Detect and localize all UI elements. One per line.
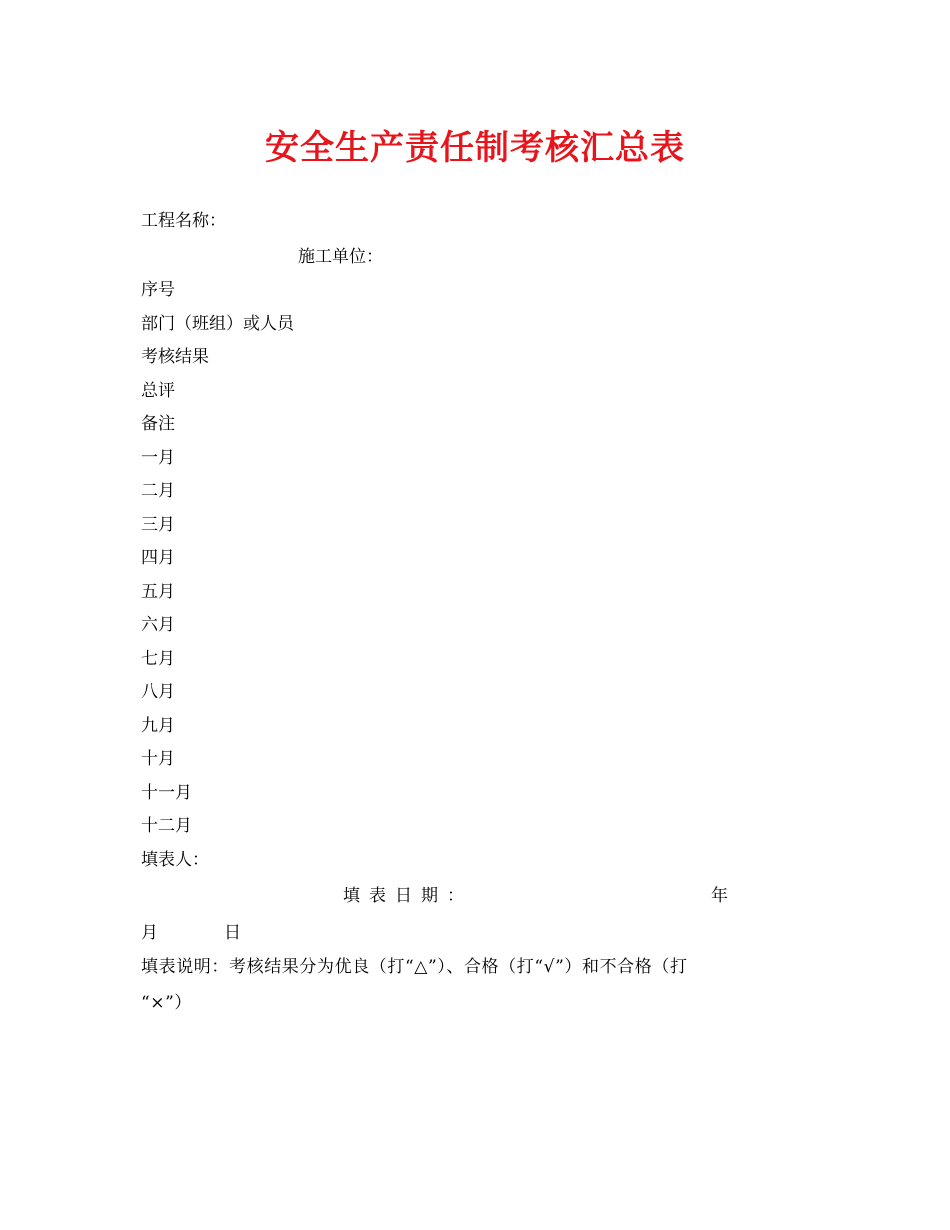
column-overall: 总评 (141, 381, 175, 401)
column-remark: 备注 (141, 414, 175, 434)
column-department: 部门（班组）或人员 (141, 314, 294, 334)
day-label: 日 (224, 923, 241, 943)
month-item: 六月 (141, 615, 175, 635)
month-item: 七月 (141, 649, 175, 669)
month-item: 十月 (141, 749, 175, 769)
column-serial: 序号 (141, 280, 175, 300)
month-item: 五月 (141, 582, 175, 602)
year-label: 年 (711, 886, 728, 906)
document-title: 安全生产责任制考核汇总表 (265, 128, 685, 168)
month-item: 一月 (141, 448, 175, 468)
fill-instructions-line-1: 填表说明：考核结果分为优良（打“△”）、合格（打“√”）和不合格（打 (141, 957, 688, 977)
construction-unit-label: 施工单位： (298, 247, 383, 267)
fill-instructions-line-2: “×”） (141, 993, 193, 1013)
fill-date-label: 填表日期： (343, 886, 473, 906)
month-item: 九月 (141, 716, 175, 736)
month-item: 十一月 (141, 783, 192, 803)
month-item: 八月 (141, 682, 175, 702)
month-label: 月 (141, 923, 158, 943)
column-result: 考核结果 (141, 347, 209, 367)
month-item: 十二月 (141, 816, 192, 836)
month-item: 四月 (141, 548, 175, 568)
project-name-label: 工程名称： (141, 211, 226, 231)
month-item: 三月 (141, 515, 175, 535)
filler-label: 填表人： (141, 850, 209, 870)
month-item: 二月 (141, 481, 175, 501)
